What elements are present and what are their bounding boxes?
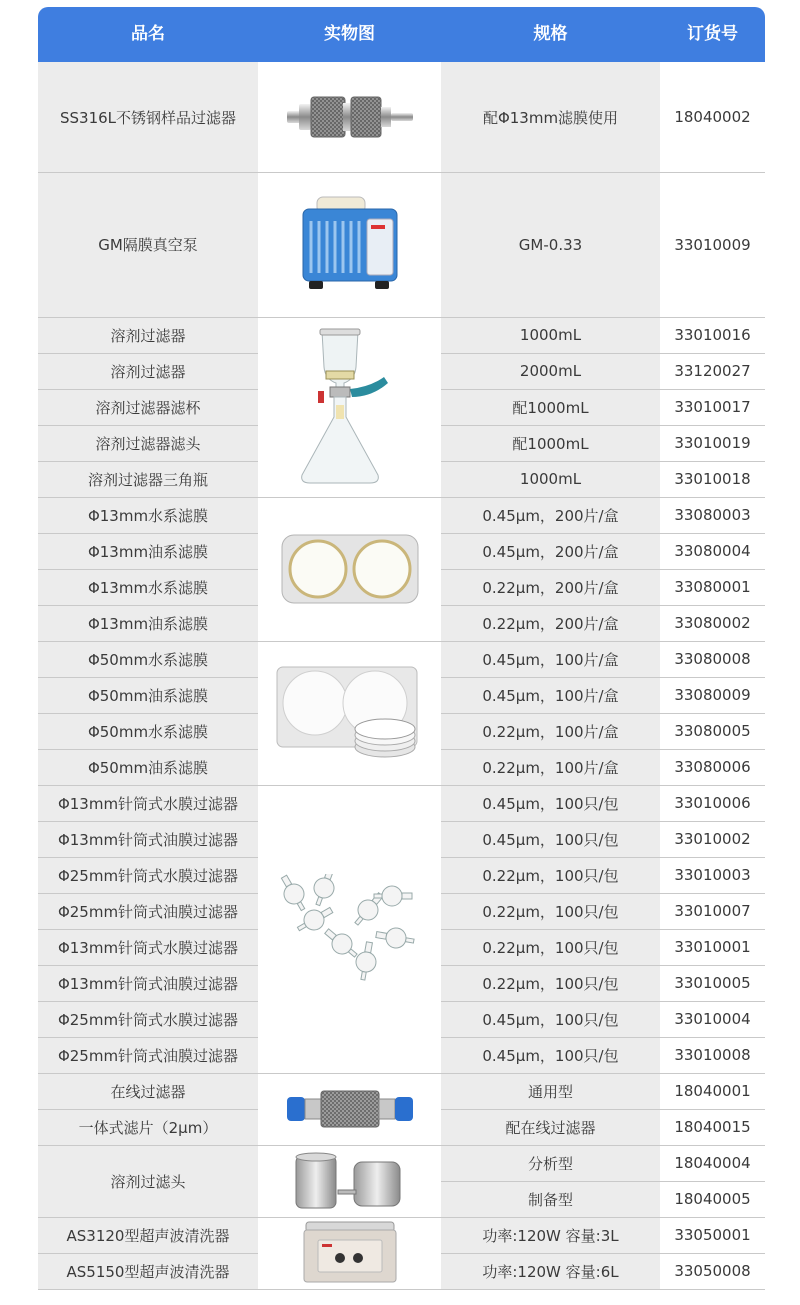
product-order-number: 33080005 <box>674 722 751 740</box>
product-spec: 0.45μm，100只/包 <box>482 794 619 813</box>
product-name: 溶剂过滤器滤杯 <box>95 398 201 417</box>
header-name: 品名 <box>131 24 165 44</box>
product-spec: 0.45μm，200片/盒 <box>482 542 619 561</box>
product-spec: 0.45μm，100只/包 <box>482 830 619 849</box>
product-order-number: 33010004 <box>674 1010 751 1028</box>
product-order-number: 33080003 <box>674 506 751 524</box>
row-divider-spec <box>441 1289 765 1290</box>
product-order-number: 33050001 <box>674 1226 751 1244</box>
product-spec: 0.22μm，100只/包 <box>482 938 619 957</box>
header-image: 实物图 <box>324 24 375 44</box>
product-order-number: 33010019 <box>674 434 751 452</box>
product-spec: 配1000mL <box>512 398 589 417</box>
product-name: Φ13mm针筒式水膜过滤器 <box>57 794 239 813</box>
product-name: 溶剂过滤头 <box>110 1172 186 1191</box>
header-spec: 规格 <box>533 24 568 44</box>
product-name: 一体式滤片（2μm） <box>78 1118 218 1137</box>
row-divider-name <box>38 1289 258 1290</box>
product-spec: 0.22μm，100只/包 <box>482 974 619 993</box>
product-order-number: 33010008 <box>674 1046 751 1064</box>
product-name: Φ13mm针筒式油膜过滤器 <box>57 974 239 993</box>
membrane-13mm-box-icon <box>258 497 441 641</box>
product-name: Φ25mm针筒式水膜过滤器 <box>57 866 239 885</box>
product-spec: 分析型 <box>527 1154 573 1173</box>
product-order-number: 33010018 <box>674 470 751 488</box>
product-order-number: 33010002 <box>674 830 751 848</box>
product-name: 溶剂过滤器 <box>110 326 186 345</box>
product-spec: 0.45μm，100片/盒 <box>482 650 619 669</box>
product-name: Φ25mm针筒式油膜过滤器 <box>57 1046 239 1065</box>
product-spec: 0.45μm，100只/包 <box>482 1046 619 1065</box>
product-spec: GM-0.33 <box>518 235 583 254</box>
product-order-number: 33010005 <box>674 974 751 992</box>
product-spec: 1000mL <box>519 470 582 488</box>
product-spec: 0.45μm，100只/包 <box>482 1010 619 1029</box>
product-name: Φ13mm油系滤膜 <box>87 614 209 633</box>
product-name: AS3120型超声波清洗器 <box>66 1226 230 1245</box>
header-order-number: 订货号 <box>687 24 738 44</box>
table-header <box>38 7 765 62</box>
product-order-number: 33010003 <box>674 866 751 884</box>
product-spec: 0.22μm，200片/盒 <box>482 578 619 597</box>
product-spec: 功率:120W 容量:3L <box>482 1226 619 1245</box>
product-spec: 通用型 <box>527 1082 573 1101</box>
product-name: Φ50mm水系滤膜 <box>87 722 209 741</box>
membrane-50mm-box-icon <box>258 641 441 785</box>
product-name: Φ50mm油系滤膜 <box>87 758 209 777</box>
product-order-number: 33080001 <box>674 578 751 596</box>
product-order-number: 33050008 <box>674 1262 751 1280</box>
product-name: Φ13mm水系滤膜 <box>87 506 209 525</box>
row-divider-image <box>258 1289 441 1290</box>
product-order-number: 33010006 <box>674 794 751 812</box>
product-order-number: 18040001 <box>674 1082 751 1100</box>
solvent-filtration-apparatus-icon <box>258 317 441 497</box>
product-spec: 功率:120W 容量:6L <box>482 1262 619 1281</box>
product-spec: 0.22μm，100只/包 <box>482 902 619 921</box>
product-spec: 1000mL <box>519 326 582 344</box>
product-spec: 配1000mL <box>512 434 589 453</box>
ultrasonic-cleaner-icon <box>258 1217 441 1289</box>
diaphragm-vacuum-pump-icon <box>258 172 441 317</box>
product-name: 溶剂过滤器三角瓶 <box>87 470 208 489</box>
product-name: Φ13mm针筒式水膜过滤器 <box>57 938 239 957</box>
product-order-number: 33010009 <box>674 235 751 254</box>
product-spec: 0.22μm，100只/包 <box>482 866 619 885</box>
solvent-filter-head-icon <box>258 1145 441 1217</box>
product-spec: 0.45μm，100片/盒 <box>482 686 619 705</box>
product-order-number: 33080008 <box>674 650 751 668</box>
product-order-number: 33080004 <box>674 542 751 560</box>
product-table-wrapper <box>38 7 765 1291</box>
product-spec: 0.22μm，100片/盒 <box>482 722 619 741</box>
product-spec: 0.22μm，100片/盒 <box>482 758 619 777</box>
product-order-number: 33010017 <box>674 398 751 416</box>
product-name: 在线过滤器 <box>110 1082 186 1101</box>
stainless-sample-filter-icon <box>258 62 441 172</box>
product-spec: 0.45μm，200片/盒 <box>482 506 619 525</box>
product-name: GM隔膜真空泵 <box>98 236 198 254</box>
product-order-number: 33080009 <box>674 686 751 704</box>
product-order-number: 33080002 <box>674 614 751 632</box>
product-order-number: 33010016 <box>674 326 751 344</box>
product-spec: 配在线过滤器 <box>505 1118 596 1137</box>
product-name: Φ50mm油系滤膜 <box>87 686 209 705</box>
product-spec: 2000mL <box>519 362 582 380</box>
product-name: SS316L不锈钢样品过滤器 <box>59 108 237 127</box>
product-order-number: 33080006 <box>674 758 751 776</box>
product-order-number: 33120027 <box>674 362 751 380</box>
product-name: Φ13mm油系滤膜 <box>87 542 209 561</box>
product-spec: 配Φ13mm滤膜使用 <box>482 108 619 127</box>
product-name: AS5150型超声波清洗器 <box>66 1262 230 1281</box>
product-order-number: 33010001 <box>674 938 751 956</box>
product-spec: 0.22μm，200片/盒 <box>482 614 619 633</box>
product-name: Φ13mm针筒式油膜过滤器 <box>57 830 239 849</box>
product-name: Φ25mm针筒式水膜过滤器 <box>57 1010 239 1029</box>
product-name: 溶剂过滤器 <box>110 362 186 381</box>
product-name: Φ50mm水系滤膜 <box>87 650 209 669</box>
product-table <box>38 7 765 1291</box>
inline-filter-icon <box>258 1073 441 1145</box>
product-name: Φ25mm针筒式油膜过滤器 <box>57 902 239 921</box>
product-name: 溶剂过滤器滤头 <box>95 434 201 453</box>
product-order-number: 18040004 <box>674 1154 751 1172</box>
syringe-filters-icon <box>258 785 441 1073</box>
product-order-number: 33010007 <box>674 902 751 920</box>
product-order-number: 18040005 <box>674 1190 751 1208</box>
product-spec: 制备型 <box>527 1190 573 1209</box>
product-order-number: 18040015 <box>674 1118 751 1136</box>
product-name: Φ13mm水系滤膜 <box>87 578 209 597</box>
product-order-number: 18040002 <box>674 108 751 126</box>
